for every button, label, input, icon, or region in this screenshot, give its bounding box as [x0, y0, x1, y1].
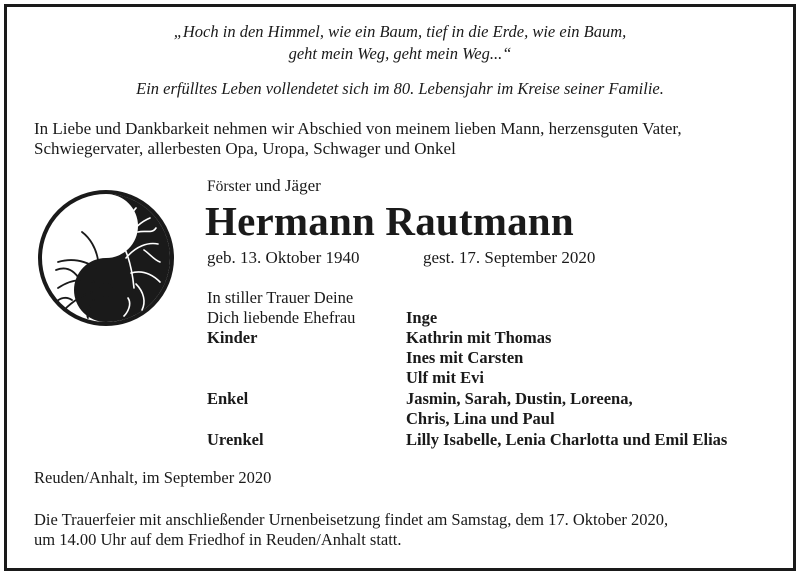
ceremony-line-2: um 14.00 Uhr auf dem Friedhof in Reuden/Anhalt statt.	[34, 530, 402, 549]
occupation-part-2: und Jäger	[250, 176, 321, 195]
mourners-intro-1: In stiller Trauer Deine	[207, 288, 354, 307]
wife-name: Inge	[406, 308, 438, 327]
grandchildren-label: Enkel	[207, 389, 249, 408]
quote-line-2: geht mein Weg, geht mein Weg...“	[288, 44, 512, 63]
child-entry: Ulf mit Evi	[406, 368, 484, 387]
intro-line-2: Schwiegervater, allerbesten Opa, Uropa, Schwager und Onkel	[34, 139, 456, 158]
quote-line-1: „Hoch in den Himmel, wie ein Baum, tief in die Erde, wie ein Baum,	[173, 22, 627, 41]
death-date: gest. 17. September 2020	[423, 248, 596, 267]
great-grandchildren-line: Lilly Isabelle, Lenia Charlotta und Emil Elias	[406, 430, 728, 449]
yin-yang-tree-of-life-icon	[36, 188, 176, 328]
intro-line-1: In Liebe und Dankbarkeit nehmen wir Abschied von meinem lieben Mann, herzensguten Vater,	[34, 119, 682, 138]
child-entry: Kathrin mit Thomas	[406, 328, 552, 347]
ceremony-line-1: Die Trauerfeier mit anschließender Urnenbeisetzung findet am Samstag, dem 17. Oktober 2020,	[34, 510, 669, 529]
great-grandchildren-label: Urenkel	[207, 430, 264, 449]
place-date: Reuden/Anhalt, im September 2020	[34, 468, 272, 487]
grandchildren-line: Chris, Lina und Paul	[406, 409, 555, 428]
children-label: Kinder	[207, 328, 258, 347]
occupation	[207, 176, 321, 196]
mourners-intro-2: Dich liebende Ehefrau	[207, 308, 356, 327]
grandchildren-line: Jasmin, Sarah, Dustin, Loreena,	[406, 389, 633, 408]
child-entry: Ines mit Carsten	[406, 348, 524, 367]
occupation-part-1: Förster	[207, 178, 251, 195]
birth-date: geb. 13. Oktober 1940	[207, 248, 360, 267]
life-line: Ein erfülltes Leben vollendetet sich im 80. Lebensjahr im Kreise seiner Familie.	[136, 79, 664, 98]
deceased-name: Hermann Rautmann	[205, 198, 574, 244]
